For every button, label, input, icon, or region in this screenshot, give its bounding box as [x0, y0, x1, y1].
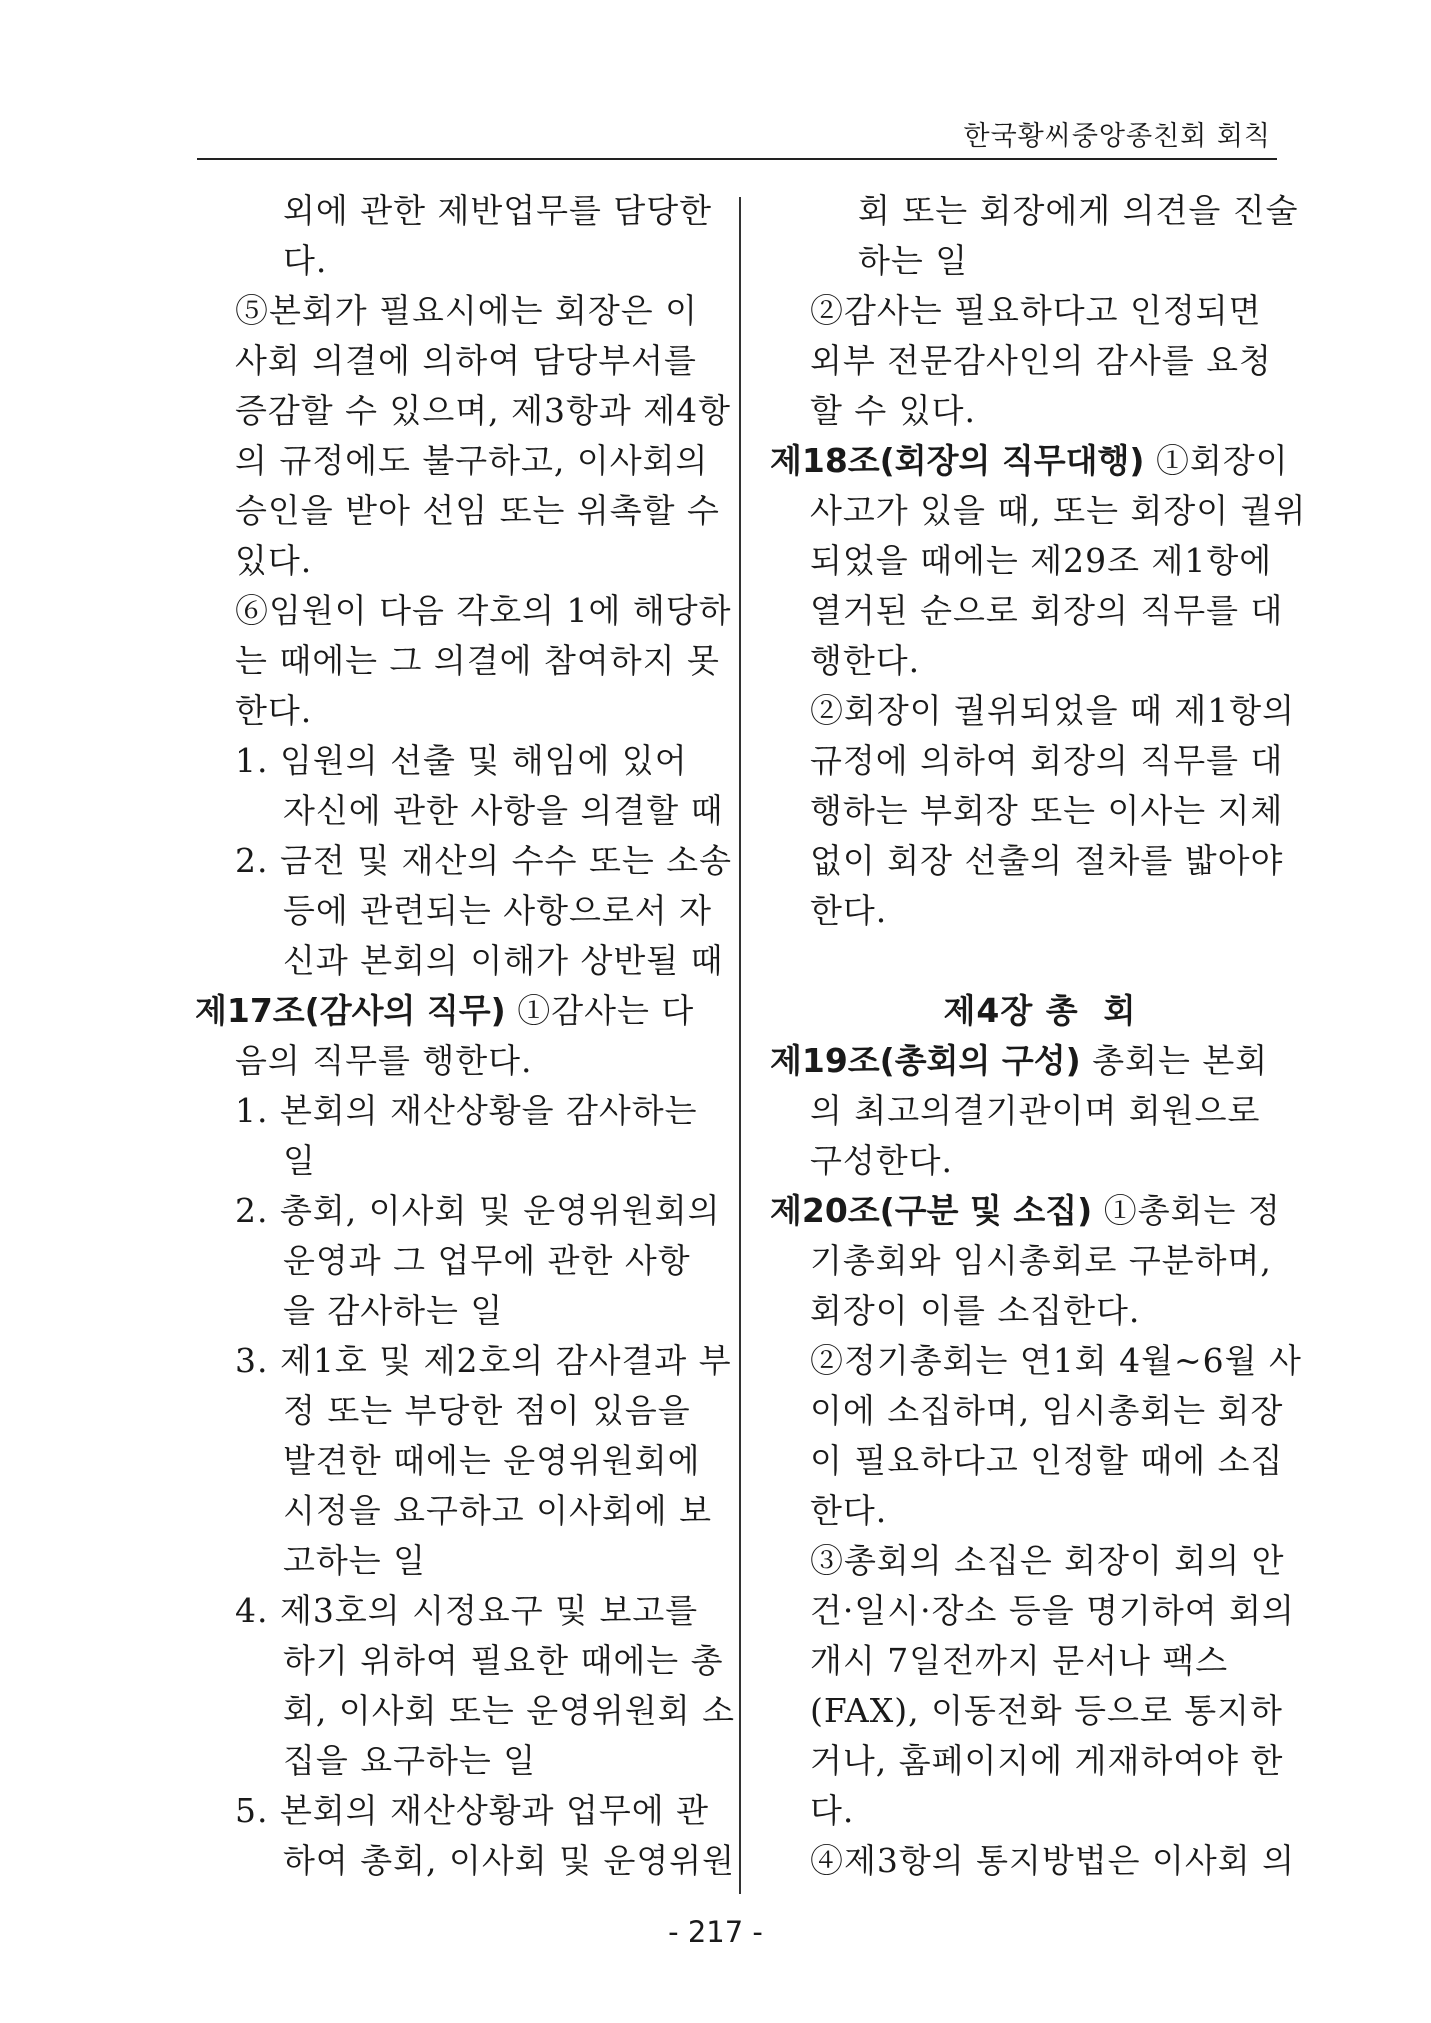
text-line: 사고가 있을 때, 또는 회장이 궐위 — [810, 491, 1307, 530]
header-title: 한국황씨중앙종친회 회칙 — [963, 121, 1271, 152]
left-text-column — [195, 186, 735, 1886]
text-line: 집을 요구하는 일 — [283, 1741, 537, 1780]
article-text: ①총회는 정 — [1092, 1191, 1281, 1230]
text-line: 1. 본회의 재산상황을 감사하는 — [235, 1091, 698, 1130]
text-line: 되었을 때에는 제29조 제1항에 — [810, 541, 1273, 580]
text-line: ②정기총회는 연1회 4월~6월 사 — [810, 1341, 1302, 1380]
text-line: 의 규정에도 불구하고, 이사회의 — [235, 441, 709, 480]
text-line: 2. 금전 및 재산의 수수 또는 소송 — [235, 841, 732, 880]
text-line: ④제3항의 통지방법은 이사회 의 — [810, 1841, 1296, 1880]
text-line: 행하는 부회장 또는 이사는 지체 — [810, 791, 1284, 830]
text-line: 한다. — [810, 891, 888, 930]
text-line: 자신에 관한 사항을 의결할 때 — [283, 791, 724, 830]
article-text: 총회는 본회 — [1080, 1041, 1269, 1080]
text-line: 음의 직무를 행한다. — [235, 1041, 533, 1080]
text-line: 할 수 있다. — [810, 391, 976, 430]
text-line: 규정에 의하여 회장의 직무를 대 — [810, 741, 1284, 780]
text-line: 회 또는 회장에게 의견을 진술 — [858, 191, 1299, 230]
text-line: 구성한다. — [810, 1141, 954, 1180]
text-line: 건·일시·장소 등을 명기하여 회의 — [810, 1591, 1295, 1630]
chapter-heading: 제4장 총 회 — [943, 991, 1137, 1030]
text-line: 을 감사하는 일 — [283, 1291, 504, 1330]
text-line: 이 필요하다고 인정할 때에 소집 — [810, 1441, 1284, 1480]
text-line: 다. — [283, 241, 328, 280]
text-line: 3. 제1호 및 제2호의 감사결과 부 — [235, 1341, 732, 1380]
text-line: 있다. — [235, 541, 313, 580]
article-line — [770, 1036, 1290, 1086]
text-line: 행한다. — [810, 641, 921, 680]
text-line: ②감사는 필요하다고 인정되면 — [810, 291, 1262, 330]
text-line: 고하는 일 — [283, 1541, 427, 1580]
text-line: 외에 관한 제반업무를 담당한 — [283, 191, 713, 230]
article-heading: 제19조(총회의 구성) — [770, 1041, 1081, 1080]
text-line: 거나, 홈페이지에 게재하여야 한 — [810, 1741, 1284, 1780]
text-line: 한다. — [810, 1491, 888, 1530]
text-line: 1. 임원의 선출 및 해임에 있어 — [235, 741, 688, 780]
article-heading: 제20조(구분 및 소집) — [770, 1191, 1093, 1230]
text-line: ⑥임원이 다음 각호의 1에 해당하 — [235, 591, 732, 630]
text-line: 승인을 받아 선임 또는 위촉할 수 — [235, 491, 720, 530]
text-line: ③총회의 소집은 회장이 회의 안 — [810, 1541, 1285, 1580]
text-line: 운영과 그 업무에 관한 사항 — [283, 1241, 691, 1280]
text-line: 다. — [810, 1791, 855, 1830]
text-line: 는 때에는 그 의결에 참여하지 못 — [235, 641, 720, 680]
text-line: 일 — [283, 1141, 316, 1180]
text-line: 하기 위하여 필요한 때에는 총 — [283, 1641, 724, 1680]
text-line: 회장이 이를 소집한다. — [810, 1291, 1141, 1330]
column-divider — [739, 197, 741, 1894]
text-line: 하여 총회, 이사회 및 운영위원 — [283, 1841, 735, 1880]
text-line: 이에 소집하며, 임시총회는 회장 — [810, 1391, 1284, 1430]
text-line: 한다. — [235, 691, 313, 730]
running-header — [197, 110, 1277, 160]
text-line: 2. 총회, 이사회 및 운영위원회의 — [235, 1191, 721, 1230]
text-line: 증감할 수 있으며, 제3항과 제4항 — [235, 391, 731, 430]
text-line: (FAX), 이동전화 등으로 통지하 — [810, 1691, 1283, 1730]
article-heading: 제18조(회장의 직무대행) — [770, 441, 1145, 480]
text-line: ⑤본회가 필요시에는 회장은 이 — [235, 291, 699, 330]
article-text: ①회장이 — [1144, 441, 1289, 480]
article-line — [770, 436, 1290, 486]
text-line: 하는 일 — [858, 241, 969, 280]
text-line: 정 또는 부당한 점이 있음을 — [283, 1391, 691, 1430]
text-line: 발견한 때에는 운영위원회에 — [283, 1441, 701, 1480]
text-line: 5. 본회의 재산상황과 업무에 관 — [235, 1791, 709, 1830]
text-line: 의 최고의결기관이며 회원으로 — [810, 1091, 1261, 1130]
text-line: 외부 전문감사인의 감사를 요청 — [810, 341, 1272, 380]
blank-line — [770, 936, 1290, 986]
text-line: 기총회와 임시총회로 구분하며, — [810, 1241, 1272, 1280]
text-line: 열거된 순으로 회장의 직무를 대 — [810, 591, 1284, 630]
page-number: - 217 - — [668, 1915, 763, 1949]
article-text: ①감사는 다 — [505, 991, 695, 1030]
text-line: 회, 이사회 또는 운영위원회 소 — [283, 1691, 735, 1730]
article-line — [770, 1186, 1290, 1236]
article-line — [195, 986, 715, 1036]
text-line: 4. 제3호의 시정요구 및 보고를 — [235, 1591, 699, 1630]
text-line: 없이 회장 선출의 절차를 밟아야 — [810, 841, 1284, 880]
text-line: 시정을 요구하고 이사회에 보 — [283, 1491, 713, 1530]
right-text-column — [770, 186, 1307, 1886]
text-line: ②회장이 궐위되었을 때 제1항의 — [810, 691, 1296, 730]
text-line: 개시 7일전까지 문서나 팩스 — [810, 1641, 1229, 1680]
text-line: 등에 관련되는 사항으로서 자 — [283, 891, 713, 930]
article-heading: 제17조(감사의 직무) — [195, 991, 506, 1030]
text-line: 사회 의결에 의하여 담당부서를 — [235, 341, 697, 380]
text-line: 신과 본회의 이해가 상반될 때 — [283, 941, 724, 980]
